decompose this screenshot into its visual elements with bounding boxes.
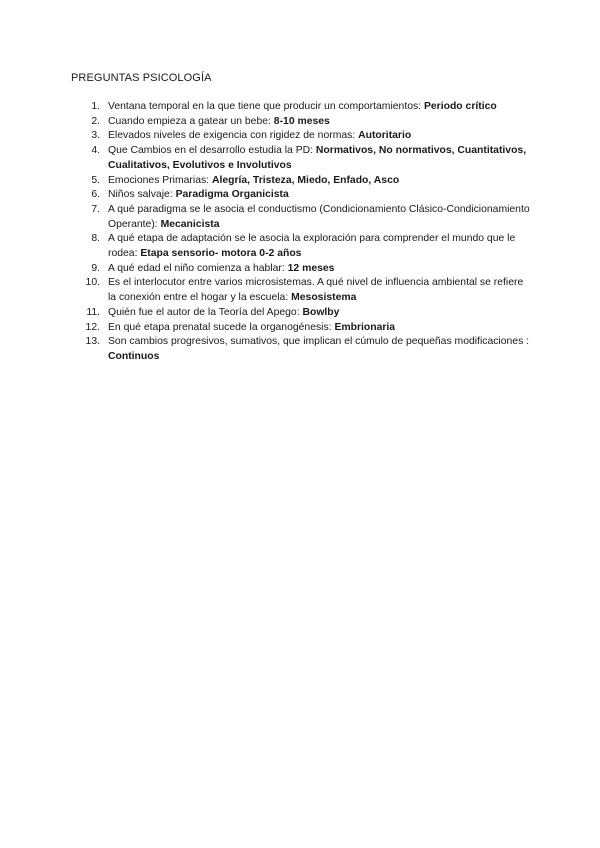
list-item (71, 174, 531, 189)
list-item (71, 115, 531, 130)
question-number: 5. (91, 174, 100, 186)
question-answer: Mesosistema (291, 292, 357, 304)
question-number: 1. (91, 101, 100, 112)
question-number: 10. (85, 277, 100, 289)
list-item (71, 100, 531, 115)
question-number: 12. (85, 321, 100, 333)
question-number: 6. (91, 189, 100, 201)
question-number: 3. (91, 130, 100, 142)
list-item (71, 188, 531, 203)
list-item (71, 262, 531, 277)
list-item (71, 335, 531, 364)
list-item (71, 129, 531, 144)
question-number: 13. (85, 336, 100, 348)
question-answer: Autoritario (358, 130, 412, 142)
question-answer: 8-10 meses (273, 115, 330, 127)
list-item (71, 276, 531, 305)
list-item (71, 144, 531, 173)
question-text: Son cambios progresivos, sumativos, que implican el cúmulo de pequeñas modificaciones : (108, 336, 530, 348)
question-list (71, 100, 531, 365)
question-number: 7. (91, 203, 100, 215)
question-answer: Embrionaria (334, 321, 396, 333)
list-item (71, 321, 531, 336)
question-text: En qué etapa prenatal sucede la organogénesis: (108, 321, 335, 333)
question-text: Ventana temporal en la que tiene que producir un comportamientos: (108, 101, 424, 112)
document-title: PREGUNTAS PSICOLOGÍA (71, 72, 212, 84)
question-answer: Continuos (108, 350, 160, 362)
question-answer: Paradigma Organicista (175, 189, 289, 201)
question-number: 4. (91, 145, 100, 157)
question-text: A qué etapa de adaptación se le asocia la exploración para comprender el mundo que le rodea: (108, 233, 516, 260)
question-text: Emociones Primarias: (108, 174, 212, 186)
question-number: 9. (91, 262, 100, 274)
question-answer: Periodo crítico (423, 101, 497, 112)
question-number: 2. (91, 115, 100, 127)
question-text: Niños salvaje: (108, 189, 176, 201)
question-text: Elevados niveles de exigencia con rigidez de normas: (108, 130, 359, 142)
question-text: Quién fue el autor de la Teoría del Apego: (108, 306, 303, 318)
question-answer: Etapa sensorio- motora 0-2 años (140, 248, 302, 260)
question-text: Es el interlocutor entre varios microsistemas. A qué nivel de influencia ambiental se refiere la conexión entre el hogar y la escuela: (108, 277, 524, 304)
question-answer: Normativos, No normativos, Cuantitativos, Cualitativos, Evolutivos e Involutivos (108, 145, 527, 171)
question-answer: Mecanicista (160, 218, 220, 230)
question-text: A qué paradigma se le asocia el conductismo (Condicionamiento Clásico-Condicionamiento Operante): (108, 203, 530, 230)
question-number: 8. (91, 233, 100, 245)
list-item (71, 306, 531, 321)
question-text: A qué edad el niño comienza a hablar: (108, 262, 288, 274)
question-answer: Alegría, Tristeza, Miedo, Enfado, Asco (211, 174, 400, 186)
list-item (71, 203, 531, 232)
question-number: 11. (86, 306, 100, 318)
question-answer: 12 meses (287, 262, 335, 274)
question-text: Cuando empieza a gatear un bebe: (108, 115, 274, 127)
question-text: Que Cambios en el desarrollo estudia la PD: (108, 145, 316, 157)
question-answer: Bowlby (302, 306, 340, 318)
list-item (71, 232, 531, 261)
